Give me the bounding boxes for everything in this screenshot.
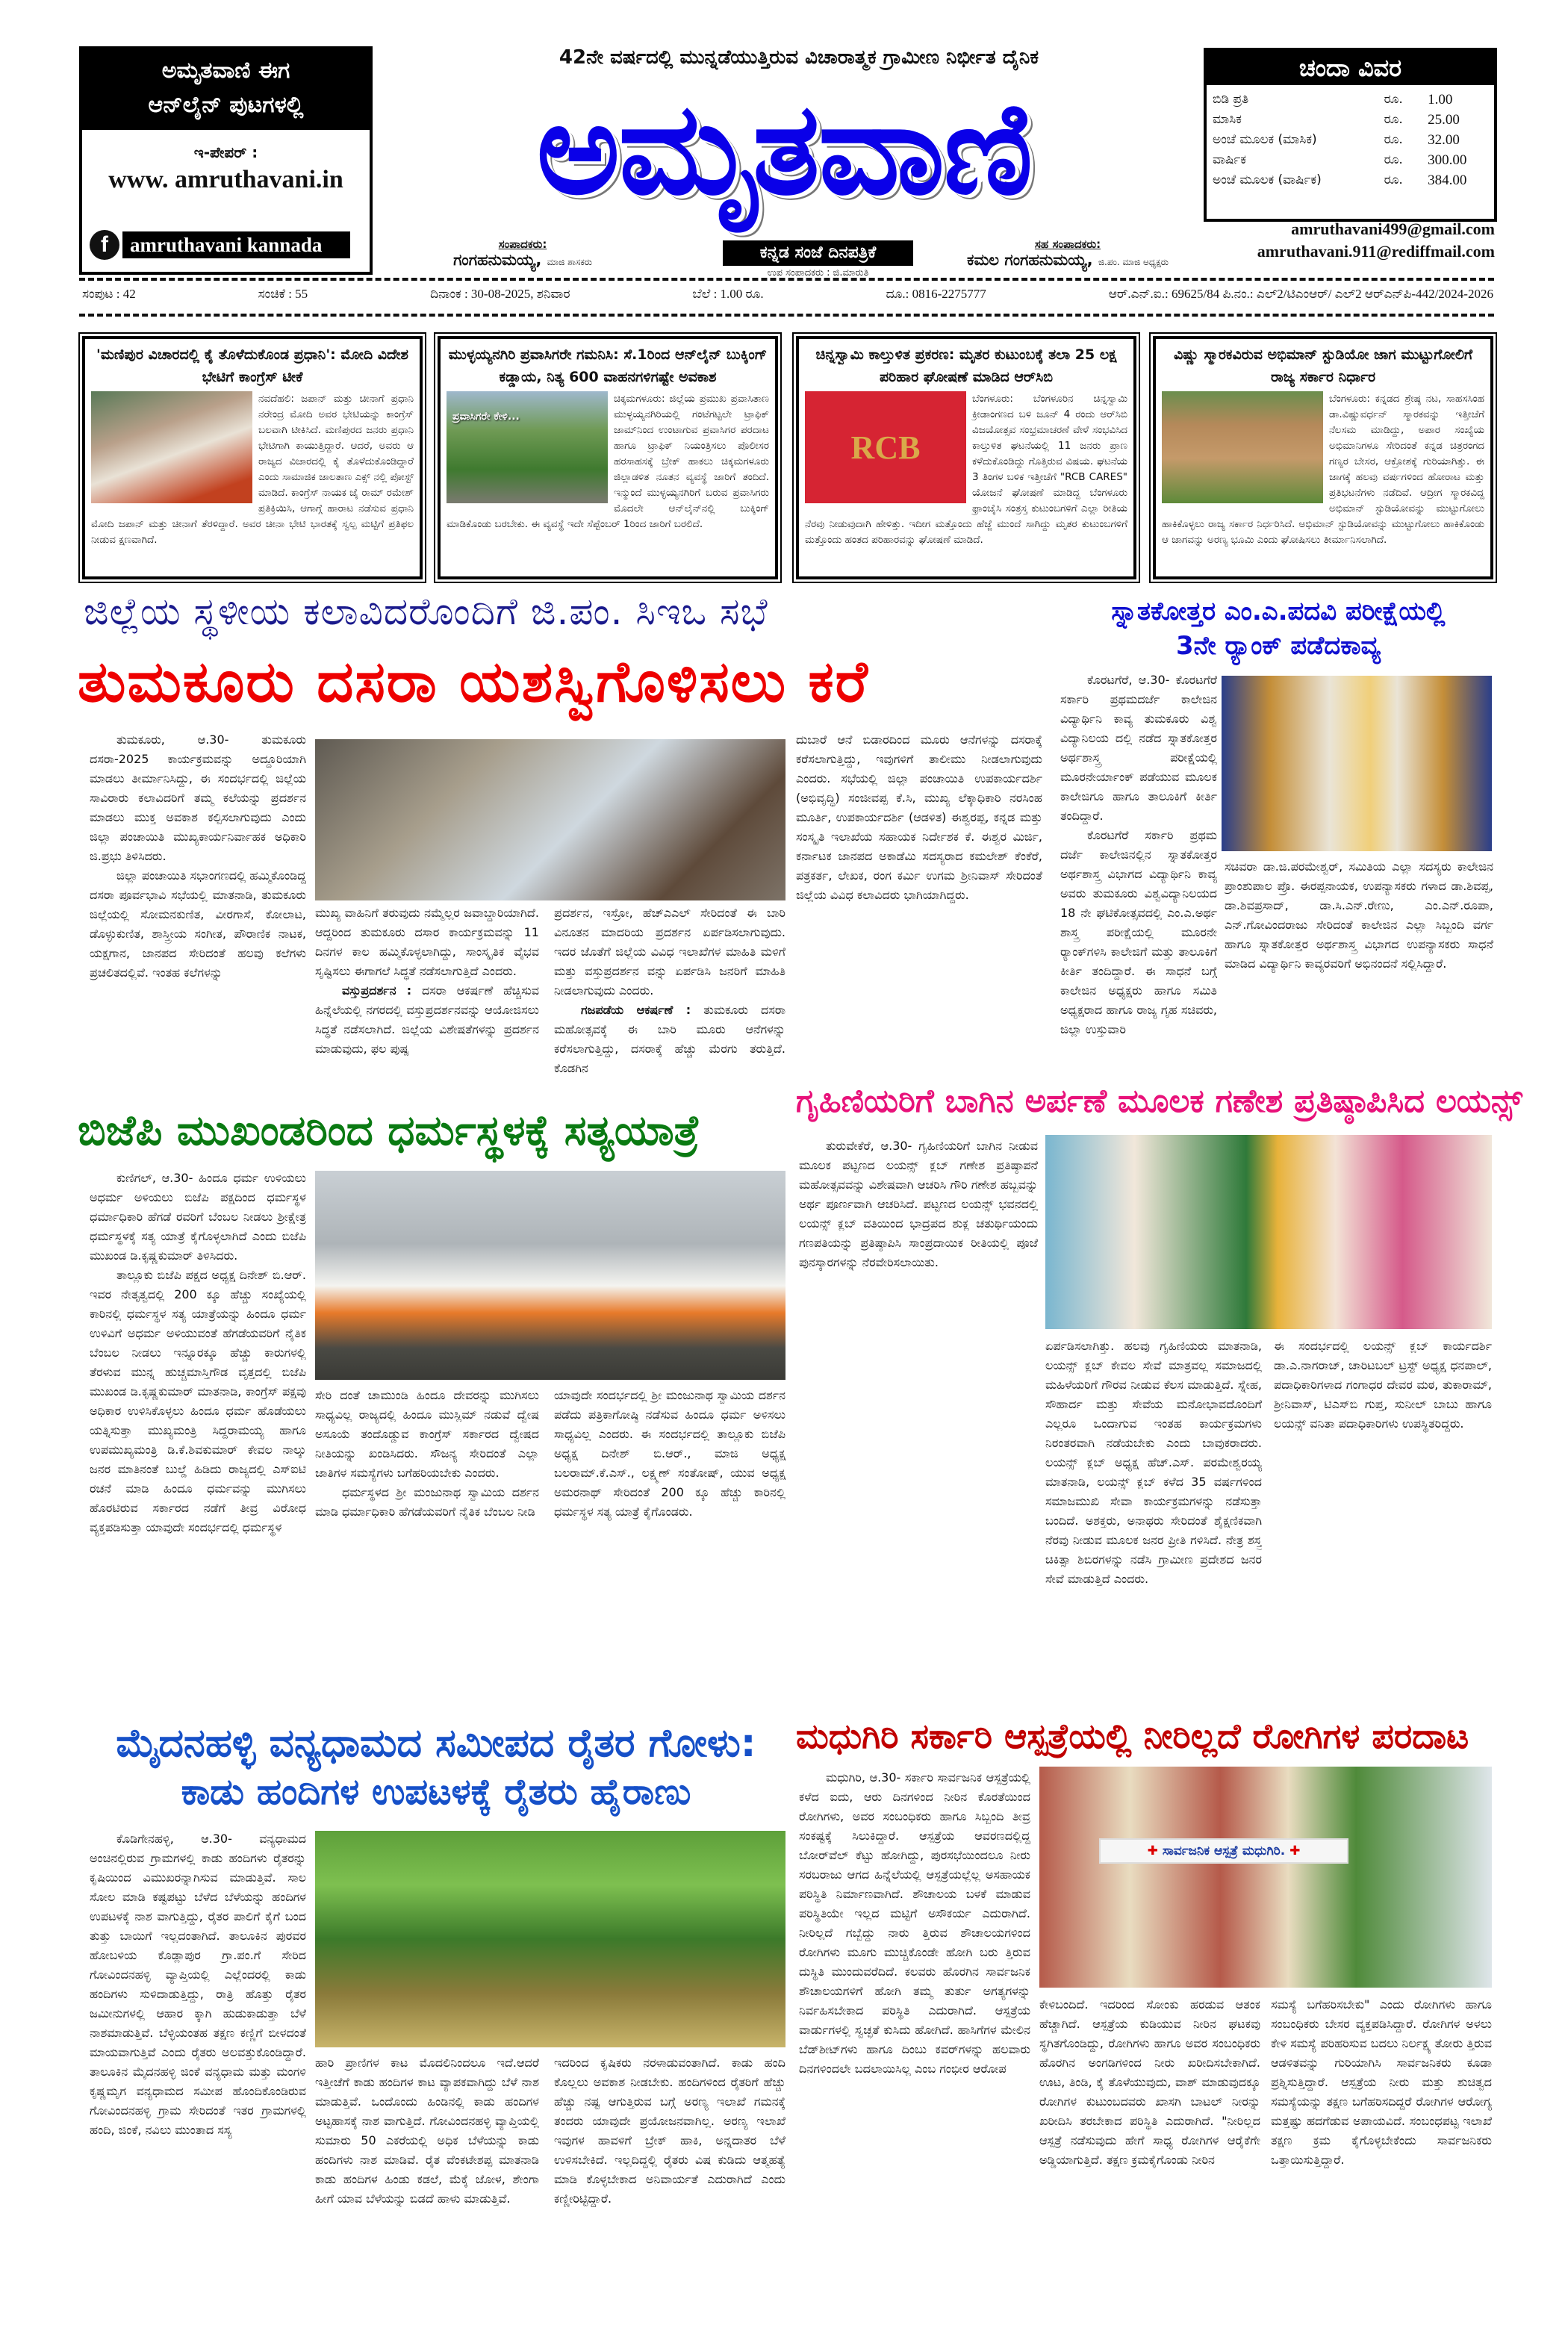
convocation-photo: [1222, 676, 1492, 851]
editor-block: [426, 237, 620, 270]
lions-headline[interactable]: ಗೃಹಿಣಿಯರಿಗೆ ಬಾಗಿನ ಅರ್ಪಣೆ ಮೂಲಕ ಗಣೇಶ ಪ್ರತಿಷ್ಠಾಪಿಸಿದ ಲಯನ್ಸ್: [796, 1083, 1522, 1120]
lions-column-3: ಈ ಸಂದರ್ಭದಲ್ಲಿ ಲಯನ್ಸ್ ಕ್ಲಬ್ ಕಾರ್ಯದರ್ಶಿ ಡಾ.ಎ.ನಾಗರಾಜ್, ಚಾರಿಟಬಲ್ ಟ್ರಸ್ಟ್ ಅಧ್ಯಕ್ಷ ಧನಪಾಲ್, ಪದಾಧಿಕಾರಿಗಳಾದ ಗಂಗಾಧರ ದೇವರ ಮಠ, ತುಕಾರಾಮ್, ಶ್ರೀನಿವಾಸ್, ಟಿಎಸ್‌ಬಿ ಗುಪ್ತ, ಸುನೀಲ್ ಬಾಬು ಹಾಗೂ ಲಯನ್ಸ್ ವನಿತಾ ಪದಾಧಿಕಾರಿಗಳು ಉಪಸ್ಥಿತರಿದ್ದರು.: [1274, 1339, 1492, 1431]
subscription-title: ಚಂದಾ ವಿವರ: [1207, 51, 1494, 85]
currency-label: ರೂ.: [1384, 132, 1403, 147]
teaser-headline: 'ಮಣಿಪುರ ವಿಚಾರದಲ್ಲಿ ಕೈ ತೊಳೆದುಕೊಂಡ ಪ್ರಧಾನಿ': ಮೋದಿ ವಿದೇಶ ಭೇಟಿಗೆ ಕಾಂಗ್ರೆಸ್ ಟೀಕೆ: [96, 346, 408, 385]
email-rediff[interactable]: amruthavani.911@rediffmail.com: [1257, 242, 1495, 261]
rcb-logo: [805, 391, 966, 503]
teaser-card[interactable]: [1153, 336, 1493, 579]
subscription-amount: 1.00: [1428, 92, 1453, 108]
sub-editor-credit: ಉಪ ಸಂಪಾದಕರು : ಜಿ.ಮಾರುತಿ: [767, 267, 869, 279]
subscription-label: ಅಂಚೆ ಮೂಲಕ (ವಾರ್ಷಿಕ): [1213, 172, 1322, 187]
hospital-sign: ✚ ಸಾರ್ವಜನಿಕ ಆಸ್ಪತ್ರೆ ಮಧುಗಿರಿ. ✚: [1099, 1838, 1348, 1864]
masthead-divider-top: [79, 278, 1494, 281]
subscription-amount: 25.00: [1428, 112, 1460, 128]
teaser-card[interactable]: [438, 336, 778, 579]
hospital-building-photo: [1039, 1767, 1492, 1988]
editor-label: ಸಂಪಾದಕರು:: [498, 237, 547, 251]
lions-column-1: ತುರುವೇಕೆರೆ, ಆ.30- ಗೃಹಿಣಿಯರಿಗೆ ಬಾಗಿನ ನೀಡುವ ಮೂಲಕ ಪಟ್ಟಣದ ಲಯನ್ಸ್ ಕ್ಲಬ್ ಗಣೇಶ ಪ್ರತಿಷ್ಠಾಪನೆ ಮಹೋತ್ಸವವನ್ನು ವಿಶೇಷವಾಗಿ ಆಚರಿಸಿ ಗೌರಿ ಗಣೇಶ ಹಬ್ಬವನ್ನು ಅರ್ಥ ಪೂರ್ಣವಾಗಿ ಆಚರಿಸಿದೆ. ಪಟ್ಟಣದ ಲಯನ್ಸ್ ಭವನದಲ್ಲಿ ಲಯನ್ಸ್ ಕ್ಲಬ್ ವತಿಯಿಂದ ಭಾದ್ರಪದ ಶುಕ್ಲ ಚತುರ್ಥಿಯಂದು ಗಣಪತಿಯನ್ನು ಪ್ರತಿಷ್ಠಾಪಿಸಿ ಸಾಂಪ್ರದಾಯಿಕ ರೀತಿಯಲ್ಲಿ ಪೂಜೆ ಪುನಸ್ಕಾರಗಳನ್ನು ನೆರವೇರಿಸಲಾಯಿತು.: [799, 1139, 1038, 1269]
hospital-column-1: ಮಧುಗಿರಿ, ಆ.30- ಸರ್ಕಾರಿ ಸಾರ್ವಜನಿಕ ಆಸ್ಪತ್ರೆಯಲ್ಲಿ ಕಳೆದ ಐದು, ಆರು ದಿನಗಳಿಂದ ನೀರಿನ ಕೊರತೆಯಿಂದ ರೋಗಿಗಳು, ಅವರ ಸಂಬಂಧಿಕರು ಹಾಗೂ ಸಿಬ್ಬಂದಿ ತೀವ್ರ ಸಂಕಷ್ಟಕ್ಕೆ ಸಿಲುಕಿದ್ದಾರೆ. ಆಸ್ಪತ್ರೆಯ ಆವರಣದಲ್ಲಿದ್ದ ಬೋರ್‌ವೆಲ್ ಕೆಟ್ಟು ಹೋಗಿದ್ದು, ಪುರಸಭೆಯಿಂದಲೂ ನೀರು ಸರಬರಾಜು ಆಗದ ಹಿನ್ನೆಲೆಯಲ್ಲಿ ಆಸ್ಪತ್ರೆಯಲ್ಲೆಲ್ಲ ಅಸಹಾಯಕ ಪರಿಸ್ಥಿತಿ ನಿರ್ಮಾಣವಾಗಿದೆ. ಶೌಚಾಲಯ ಬಳಕೆ ಮಾಡುವ ಪರಿಸ್ಥಿತಿಯೇ ಇಲ್ಲದ ಮಟ್ಟಿಗೆ ಅಸೌಕರ್ಯ ಎದುರಾಗಿದೆ. ನೀರಿಲ್ಲದೆ ಗಬ್ಬೆದ್ದು ನಾರು ತ್ತಿರುವ ಶೌಚಾಲಯಗಳಿಂದ ರೋಗಿಗಳು ಮೂಗು ಮುಚ್ಚಿಕೊಂಡೇ ಹೋಗಿ ಬರು ತ್ತಿರುವ ದುಸ್ಥಿತಿ ಮುಂದುವರೆದಿದೆ. ಕಲವರು ಹೊರಗಿನ ಸಾರ್ವಜನಿಕ ಶೌಚಾಲಯಗಳಿಗೆ ಹೋಗಿ ತಮ್ಮ ತುರ್ತು ಅಗತ್ಯಗಳನ್ನು ನಿರ್ವಹಿಸಬೇಕಾದ ಪರಿಸ್ಥಿತಿ ಎದುರಾಗಿದೆ. ಆಸ್ಪತ್ರೆಯ ವಾರ್ಡುಗಳಲ್ಲಿ ಸ್ವಚ್ಛತೆ ಕುಸಿದು ಹೋಗಿದೆ. ಹಾಸಿಗೆಗಳ ಮೇಲಿನ ಬೆಡ್‌ಶೀಟ್‌ಗಳು ಹಾಗೂ ದಿಂಬು ಕವರ್‌ಗಳನ್ನು ಹಲವಾರು ದಿನಗಳಿಂದಲೇ ಬದಲಾಯಿಸಿಲ್ಲ ಎಂಬ ಗಂಭೀರ ಆರೋಪ: [799, 1770, 1030, 2076]
hill-traffic-photo: [447, 391, 608, 503]
hospital-headline[interactable]: ಮಧುಗಿರಿ ಸರ್ಕಾರಿ ಆಸ್ಪತ್ರೆಯಲ್ಲಿ ನೀರಿಲ್ಲದೆ ರೋಗಿಗಳ ಪರದಾಟ: [796, 1716, 1469, 1756]
online-heading-line1: ಅಮೃತವಾಣಿ ಈಗ: [161, 57, 290, 84]
currency-label: ರೂ.: [1384, 92, 1403, 107]
farmers-column-2: ಹಾರಿ ಪ್ರಾಣಿಗಳ ಕಾಟ ಮೊದಲಿನಿಂದಲೂ ಇದೆ.ಆದರೆ ಇತ್ತೀಚೆಗೆ ಕಾಡು ಹಂದಿಗಳ ಕಾಟ ವ್ಯಾಪಕವಾಗಿದ್ದು ಬೆಳೆ ನಾಶ ಮಾಡುತ್ತಿವೆ. ಒಂದೊಂದು ಹಿಂಡಿನಲ್ಲಿ ಕಾಡು ಹಂದಿಗಳ ಅಟ್ಟಹಾಸಕ್ಕೆ ನಾಶ ವಾಗುತ್ತಿದೆ. ಗೋವಿಂದನಹಳ್ಳಿ ವ್ಯಾಪ್ತಿಯಲ್ಲಿ ಸುಮಾರು 50 ಎಕರೆಯಲ್ಲಿ ಅಧಿಕ ಬೆಳೆಯನ್ನು ಕಾಡು ಹಂದಿಗಳು ನಾಶ ಮಾಡಿವೆ. ರೈತ ವೆಂಕಟೇಶಪ್ಪ ಮಾತನಾಡಿ ಕಾಡು ಹಂದಿಗಳ ಹಿಂಡು ಕಡಲೆ, ಮೆಕ್ಕೆ ಜೋಳ, ಶೇಂಗಾ ಹೀಗೆ ಯಾವ ಬೆಳೆಯನ್ನು ಬಿಡದೆ ಹಾಳು ಮಾಡುತ್ತಿವೆ.: [315, 2056, 539, 2206]
rank-headline[interactable]: ಸ್ನಾತಕೋತ್ತರ ಎಂ.ಎ.ಪದವಿ ಪರೀಕ್ಷೆಯಲ್ಲಿ 3ನೇ ರ‍್ಯಾಂಕ್ ಪಡೆದಕಾವ್ಯ: [1111, 597, 1446, 661]
paper-type-badge: ಕನ್ನಡ ಸಂಜೆ ದಿನಪತ್ರಿಕೆ: [723, 240, 913, 266]
teaser-text: ಬೆಂಗಳೂರು: ಬೆಂಗಳೂರಿನ ಚಿನ್ನಸ್ವಾಮಿ ಕ್ರೀಡಾಂಗಣದ ಬಳಿ ಜೂನ್ 4 ರಂದು ಆರ್‌ಸಿಬಿ ವಿಜಯೋತ್ಸವ ಸಂಭ್ರಮಾಚರಣೆ ವೇಳೆ ಸಂಭವಿಸಿದ ಕಾಲ್ತುಳಿತ ಘಟನೆಯಲ್ಲಿ 11 ಜನರು ಪ್ರಾಣ ಕಳೆದುಕೊಂಡಿದ್ದು ಗೊತ್ತಿರುವ ವಿಷಯ. ಘಟನೆಯ 3 ತಿಂಗಳ ಬಳಿಕ ಇತ್ತೀಚೆಗೆ "RCB CARES" ಯೋಜನೆ ಘೋಷಣೆ ಮಾಡಿದ್ದ ಬೆಂಗಳೂರು ಫ್ರಾಂಚೈಸಿ ಸಂತ್ರಸ್ತ ಕುಟುಂಬಗಳಿಗೆ ಎಲ್ಲಾ ರೀತಿಯ ನೆರವು ನೀಡುವುದಾಗಿ ಹೇಳಿತ್ತು. ಇದೀಗ ಮತ್ತೊಂದು ಹೆಜ್ಜೆ ಮುಂದೆ ಸಾಗಿದ್ದು ಮೃತರ ಕುಟುಂಬಗಳಿಗೆ ಮತ್ತೊಂದು ಹಂತದ ಪರಿಹಾರವನ್ನು ಘೋಷಣೆ ಮಾಡಿದೆ.: [805, 393, 1127, 546]
bjp-column-1: ಕುಣಿಗಲ್, ಆ.30- ಹಿಂದೂ ಧರ್ಮ ಉಳಿಯಲು ಅಧರ್ಮ ಅಳಿಯಲು ಬಿಜೆಪಿ ಪಕ್ಷದಿಂದ ಧರ್ಮಸ್ಥಳ ಧರ್ಮಾಧಿಕಾರಿ ಹೆಗಡೆ ರವರಿಗೆ ಬೆಂಬಲ ನೀಡಲು ಶ್ರೀಕ್ಷೇತ್ರ ಧರ್ಮಸ್ಥಳಕ್ಕೆ ಸತ್ಯ ಯಾತ್ರೆ ಕೈಗೊಳ್ಳಲಾಗಿದೆ ಎಂದು ಬಿಜೆಪಿ ಮುಖಂಡ ಡಿ.ಕೃಷ್ಣಕುಮಾರ್ ತಿಳಿಸಿದರು. ತಾಲ್ಲೂಕು ಬಿಜೆಪಿ ಪಕ್ಷದ ಅಧ್ಯಕ್ಷ ದಿನೇಶ್ ಬಿ.ಆರ್. ಇವರ ನೇತೃತ್ವದಲ್ಲಿ 200 ಕ್ಕೂ ಹೆಚ್ಚು ಸಂಖ್ಯೆಯಲ್ಲಿ ಕಾರಿನಲ್ಲಿ ಧರ್ಮಸ್ಥಳ ಸತ್ಯ ಯಾತ್ರೆಯನ್ನು ಹಿಂದೂ ಧರ್ಮ ಉಳಿವಿಗೆ ಅಧರ್ಮ ಅಳಿಯುವಂತೆ ಹೆಗಡೆಯವರಿಗೆ ನೈತಿಕ ಬೆಂಬಲ ನೀಡಲು ಇನ್ನೂರಕ್ಕೂ ಹೆಚ್ಚು ಕಾರುಗಳಲ್ಲಿ ತೆರಳುವ ಮುನ್ನ ಹುಚ್ಚಮಾಸ್ತಿಗೌಡ ವೃತ್ತದಲ್ಲಿ ಬಿಜೆಪಿ ಮುಖಂಡ ಡಿ.ಕೃಷ್ಣಕುಮಾರ್ ಮಾತನಾಡಿ, ಕಾಂಗ್ರೆಸ್ ಪಕ್ಷವು ಅಧಿಕಾರ ಉಳಿಸಿಕೊಳ್ಳಲು ಹಿಂದೂ ಧರ್ಮ ಹೊಡೆಯಲು ಯತ್ನಿಸುತ್ತಾ ಮುಖ್ಯಮಂತ್ರಿ ಸಿದ್ದರಾಮಯ್ಯ ಹಾಗೂ ಉಪಮುಖ್ಯಮಂತ್ರಿ ಡಿ.ಕೆ.ಶಿವಕುಮಾರ್ ಕೇವಲ ನಾಲ್ಕು ಜನರ ಮಾತಿನಂತೆ ಬುಲ್ಡೆ ಹಿಡಿದು ರಾಜ್ಯದಲ್ಲಿ ಎಸ್‌ಐಟಿ ರಚನೆ ಮಾಡಿ ಹಿಂದೂ ಧರ್ಮವನ್ನು ಮುಗಿಸಲು ಹೊರಟಿರುವ ಸರ್ಕಾರದ ನಡೆಗೆ ತೀವ್ರ ವಿರೋಧ ವ್ಯಕ್ತಪಡಿಸುತ್ತಾ ಯಾವುದೇ ಸಂದರ್ಭದಲ್ಲಿ ಧರ್ಮಸ್ಥಳ: [90, 1171, 306, 1534]
issue-number: ಸಂಚಿಕೆ : 55: [258, 287, 308, 301]
coeditor-label: ಸಹ ಸಂಪಾದಕರು:: [1034, 237, 1101, 251]
website-link[interactable]: www. amruthavani.in: [108, 166, 343, 193]
farmers-headline[interactable]: ಮೈದನಹಳ್ಳಿ ವನ್ಯಧಾಮದ ಸಮೀಪದ ರೈತರ ಗೋಳು: ಕಾಡು ಹಂದಿಗಳ ಉಪಟಳಕ್ಕೆ ರೈತರು ಹೈರಾಣು: [116, 1721, 756, 1813]
bjp-column-2: ಸೇರಿ ದಂತೆ ಚಾಮುಂಡಿ ಹಿಂದೂ ದೇವರನ್ನು ಮುಗಿಸಲು ಸಾಧ್ಯವಿಲ್ಲ ರಾಜ್ಯದಲ್ಲಿ ಹಿಂದೂ ಮುಸ್ಲಿಮ್ ನಡುವೆ ದ್ವೇಷ ಅಸೂಯೆ ತಂದೊಡ್ಡುವ ಕಾಂಗ್ರೆಸ್ ಸರ್ಕಾರದ ದ್ವೇಷದ ನೀತಿಯನ್ನು ಖಂಡಿಸಿದರು. ಸೌಜನ್ಯ ಸೇರಿದಂತೆ ಎಲ್ಲಾ ಜಾತಿಗಳ ಸಮಸ್ಯೆಗಳು ಬಗೆಹರಿಯಬೇಕು ಎಂದರು. ಧರ್ಮಸ್ಥಳದ ಶ್ರೀ ಮಂಜುನಾಥ ಸ್ವಾಮಿಯ ದರ್ಶನ ಮಾಡಿ ಧರ್ಮಾಧಿಕಾರಿ ಹೆಗಡೆಯವರಿಗೆ ನೈತಿಕ ಬೆಂಬಲ ನೀಡಿ: [315, 1388, 539, 1519]
rally-photo: [315, 1171, 785, 1380]
subscription-label: ಮಾಸಿಕ: [1213, 112, 1242, 127]
coeditor-block: [926, 237, 1210, 270]
masthead-tagline: 42ನೇ ವರ್ಷದಲ್ಲಿ ಮುನ್ನಡೆಯುತ್ತಿರುವ ವಿಚಾರಾತ್ಮಕ ಗ್ರಾಮೀಣ ನಿರ್ಭೀತ ದೈನಿಕ: [559, 46, 1039, 69]
editor-name: ಗಂಗಹನುಮಯ್ಯ, ಮಾಜಿ ಶಾಸಕರು: [453, 251, 592, 269]
subscription-amount: 32.00: [1428, 132, 1460, 148]
bjp-headline[interactable]: ಬಿಜೆಪಿ ಮುಖಂಡರಿಂದ ಧರ್ಮಸ್ಥಳಕ್ಕೆ ಸತ್ಯಯಾತ್ರೆ: [78, 1107, 700, 1155]
lead-headline[interactable]: ತುಮಕೂರು ದಸರಾ ಯಶಸ್ವಿಗೊಳಿಸಲು ಕರೆ: [78, 648, 869, 715]
newspaper-logo: ಅಮೃತವಾಣಿ: [536, 75, 1032, 223]
volume: ಸಂಪುಟ : 42: [82, 287, 136, 301]
issue-info-row: [82, 287, 1493, 302]
facebook-page-name: amruthavani kannada: [122, 231, 350, 258]
facebook-icon: f: [90, 230, 119, 260]
online-edition-box: [79, 46, 373, 275]
online-heading-line2: ಆನ್‌ಲೈನ್ ಪುಟಗಳಲ್ಲಿ: [148, 92, 304, 118]
facebook-link[interactable]: [90, 230, 350, 260]
subscription-label: ಬಿಡಿ ಪ್ರತಿ: [1213, 92, 1249, 107]
teaser-headline: ಚಿನ್ನಸ್ವಾಮಿ ಕಾಲ್ತುಳಿತ ಪ್ರಕರಣ: ಮೃತರ ಕುಟುಂಬಕ್ಕೆ ತಲಾ 25 ಲಕ್ಷ ಪರಿಹಾರ ಘೋಷಣೆ ಮಾಡಿದ ಆರ್‌ಸಿಬಿ: [815, 346, 1117, 385]
lead-column-3: ಪ್ರದರ್ಶನ, ಇಸ್ರೋ, ಹೆಚ್‌ಎಎಲ್ ಸೇರಿದಂತೆ ಈ ಬಾರಿ ವಿನೂತನ ಮಾದರಿಯ ಪ್ರದರ್ಶನ ಏರ್ಪಡಿಸಲಾಗುವುದು. ಇದರ ಜೊತೆಗೆ ಜಿಲ್ಲೆಯ ವಿವಿಧ ಇಲಾಖೆಗಳ ಮಾಹಿತಿ ಮಳಿಗೆ ಮತ್ತು ವಸ್ತುಪ್ರದರ್ಶನ ವನ್ನು ಏರ್ಪಡಿಸಿ ಜನರಿಗೆ ಮಾಹಿತಿ ನೀಡಲಾಗುವುದು ಎಂದರು. ಗಜಪಡೆಯ ಆಕರ್ಷಣೆ : ತುಮಕೂರು ದಸರಾ ಮಹೋತ್ಸವಕ್ಕೆ ಈ ಬಾರಿ ಮೂರು ಆನೆಗಳನ್ನು ಕರೆಸಲಾಗುತ್ತಿದ್ದು, ದಸರಾಕ್ಕೆ ಹೆಚ್ಚು ಮೆರಗು ತರುತ್ತಿದೆ. ಕೊಡಗಿನ: [554, 906, 785, 1075]
issue-date: ದಿನಾಂಕ : 30-08-2025, ಶನಿವಾರ: [430, 287, 570, 301]
bjp-column-3: ಯಾವುದೇ ಸಂದರ್ಭದಲ್ಲಿ ಶ್ರೀ ಮಂಜುನಾಥ ಸ್ವಾಮಿಯ ದರ್ಶನ ಪಡೆದು ಪತ್ರಿಕಾಗೋಷ್ಠಿ ನಡೆಸುವ ಹಿಂದೂ ಧರ್ಮ ಅಳಿಸಲು ಸಾಧ್ಯವಿಲ್ಲ ಎಂದರು. ಈ ಸಂದರ್ಭದಲ್ಲಿ ತಾಲ್ಲೂಕು ಬಿಜೆಪಿ ಅಧ್ಯಕ್ಷ ದಿನೇಶ್ ಬಿ.ಆರ್., ಮಾಜಿ ಅಧ್ಯಕ್ಷ ಬಲರಾಮ್.ಕೆ.ಎಸ್., ಲಕ್ಷ್ಮಣ್ ಸಂತೋಷ್, ಯುವ ಅಧ್ಯಕ್ಷ ಅಮರನಾಥ್ ಸೇರಿದಂತೆ 200 ಕ್ಕೂ ಹೆಚ್ಚು ಕಾರಿನಲ್ಲಿ ಧರ್ಮಸ್ಥಳ ಸತ್ಯ ಯಾತ್ರೆ ಕೈಗೊಂಡರು.: [554, 1388, 785, 1519]
subscription-row: [1207, 150, 1494, 170]
subscription-row: [1207, 110, 1494, 130]
lead-kicker: ಜಿಲ್ಲೆಯ ಸ್ಥಳೀಯ ಕಲಾವಿದರೊಂದಿಗೆ ಜಿ.ಪಂ. ಸಿಇಒ ಸಭೆ: [84, 590, 768, 633]
hospital-column-2: ಕೇಳಿಬಂದಿದೆ. ಇದರಿಂದ ಸೋಂಕು ಹರಡುವ ಆತಂಕ ಹೆಚ್ಚಾಗಿದೆ. ಆಸ್ಪತ್ರೆಯ ಕುಡಿಯುವ ನೀರಿನ ಘಟಕವು ಸ್ಥಗಿತಗೊಂಡಿದ್ದು, ರೋಗಿಗಳು ಹಾಗೂ ಅವರ ಸಂಬಂಧಿಕರು ಹೊರಗಿನ ಅಂಗಡಿಗಳಿಂದ ನೀರು ಖರೀದಿಸಬೇಕಾಗಿದೆ. ಊಟ, ತಿಂಡಿ, ಕೈ ತೊಳೆಯುವುದು, ವಾಶ್ ಮಾಡುವುದಕ್ಕೂ ರೋಗಿಗಳ ಕುಟುಂಬದವರು ಖಾಸಗಿ ಬಾಟಲ್ ನೀರನ್ನು ಖರೀದಿಸಿ ತರಬೇಕಾದ ಪರಿಸ್ಥಿತಿ ಎದುರಾಗಿದೆ. "ನೀರಿಲ್ಲದ ಆಸ್ಪತ್ರೆ ನಡೆಸುವುದು ಹೇಗೆ ಸಾಧ್ಯ ರೋಗಿಗಳ ಆರೈಕೆಗೇ ಅಡ್ಡಿಯಾಗುತ್ತಿದೆ. ತಕ್ಷಣ ಕ್ರಮಕೈಗೊಂಡು ನೀರಿನ: [1039, 1997, 1260, 2167]
lead-column-1: ತುಮಕೂರು, ಆ.30- ತುಮಕೂರು ದಸರಾ-2025 ಕಾರ್ಯಕ್ರಮವನ್ನು ಅದ್ದೂರಿಯಾಗಿ ಮಾಡಲು ತೀರ್ಮಾನಿಸಿದ್ದು, ಈ ಸಂದರ್ಭದಲ್ಲಿ ಜಿಲ್ಲೆಯ ಸಾವಿರಾರು ಕಲಾವಿದರಿಗೆ ತಮ್ಮ ಕಲೆಯನ್ನು ಪ್ರದರ್ಶನ ಮಾಡಲು ಮುಕ್ತ ಅವಕಾಶ ಕಲ್ಪಿಸಲಾಗುವುದು ಎಂದು ಜಿಲ್ಲಾ ಪಂಚಾಯಿತಿ ಮುಖ್ಯಕಾರ್ಯನಿರ್ವಾಹಕ ಅಧಿಕಾರಿ ಜಿ.ಪ್ರಭು ತಿಳಿಸಿದರು. ಜಿಲ್ಲಾ ಪಂಚಾಯಿತಿ ಸಭಾಂಗಣದಲ್ಲಿ ಹಮ್ಮಿಕೊಂಡಿದ್ದ ದಸರಾ ಪೂರ್ವಭಾವಿ ಸಭೆಯಲ್ಲಿ ಮಾತನಾಡಿ, ತುಮಕೂರು ಜಿಲ್ಲೆಯಲ್ಲಿ ಸೋಮನಕುಣಿತ, ವೀರಗಾಸೆ, ಕೋಲಾಟ, ಡೊಳ್ಳುಕುಣಿತ, ಶಾಸ್ತ್ರೀಯ ಸಂಗೀತ, ಪೌರಾಣಿಕ ನಾಟಕ, ಯಕ್ಷಗಾನ, ಜಾನಪದ ಸೇರಿದಂತೆ ಹಲವು ಕಲೆಗಳು ಪ್ರಚಲಿತದಲ್ಲಿವೆ. ಇಂತಹ ಕಲೆಗಳನ್ನು: [90, 732, 306, 980]
price: ಬೆಲೆ : 1.00 ರೂ.: [692, 287, 764, 301]
rank-column-1: ಕೊರಟಗೆರೆ, ಆ.30- ಕೊರಟಗೆರೆ ಸರ್ಕಾರಿ ಪ್ರಥಮದರ್ಜೆ ಕಾಲೇಜಿನ ವಿದ್ಯಾರ್ಥಿನಿ ಕಾವ್ಯ ತುಮಕೂರು ವಿಶ್ವ ವಿದ್ಯಾನಿಲಯ ದಲ್ಲಿ ನಡೆದ ಸ್ನಾತಕೋತ್ತರ ಅರ್ಥಶಾಸ್ತ್ರ ಪರೀಕ್ಷೆಯಲ್ಲಿ ಮೂರನೇರ್ಯಾಂಕ್ ಪಡೆಯುವ ಮೂಲಕ ಕಾಲೇಜಿಗೂ ಹಾಗೂ ತಾಲೂಕಿಗೆ ಕೀರ್ತಿ ತಂದಿದ್ದಾರೆ. ಕೊರಟಗೆರೆ ಸರ್ಕಾರಿ ಪ್ರಥಮ ದರ್ಜೆ ಕಾಲೇಜಿನಲ್ಲಿನ ಸ್ನಾತಕೋತ್ತರ ಅರ್ಥಶಾಸ್ತ್ರ ವಿಭಾಗದ ವಿದ್ಯಾರ್ಥಿನಿ ಕಾವ್ಯ ಅವರು ತುಮಕೂರು ವಿಶ್ವವಿದ್ಯಾನಿಲಯದ 18 ನೇ ಘಟಿಕೋತ್ಸವದಲ್ಲಿ ಎಂ.ಎ.ಅರ್ಥ ಶಾಸ್ತ್ರ ಪರೀಕ್ಷೆಯಲ್ಲಿ ಮೂರನೇ ರ‍್ಯಾಂಕ್‌ಗಳಿಸಿ ಕಾಲೇಜಿಗೆ ಮತ್ತು ತಾಲೂಕಿಗೆ ಕೀರ್ತಿ ತಂದಿದ್ದಾರೆ. ಈ ಸಾಧನೆ ಬಗ್ಗೆ ಕಾಲೇಜಿನ ಅಧ್ಯಕ್ಷರು ಹಾಗೂ ಸಮಿತಿ ಅಧ್ಯಕ್ಷರಾದ ಹಾಗೂ ರಾಜ್ಯ ಗೃಹ ಸಚಿವರು, ಜಿಲ್ಲಾ ಉಸ್ತುವಾರಿ: [1060, 673, 1217, 1036]
subscription-amount: 384.00: [1428, 172, 1467, 188]
lions-column-2: ಏರ್ಪಡಿಸಲಾಗಿತ್ತು. ಹಲವು ಗೃಹಿಣಿಯರು ಮಾತನಾಡಿ, ಲಯನ್ಸ್ ಕ್ಲಬ್ ಕೇವಲ ಸೇವೆ ಮಾತ್ರವಲ್ಲ ಸಮಾಜದಲ್ಲಿ ಮಹಿಳೆಯರಿಗೆ ಗೌರವ ನೀಡುವ ಕೆಲಸ ಮಾಡುತ್ತಿದೆ. ಸ್ನೇಹ, ಸೌಹಾರ್ದ ಮತ್ತು ಸೇವೆಯ ಮನೋಭಾವದೊಂದಿಗೆ ಎಲ್ಲರೂ ಒಂದಾಗುವ ಇಂತಹ ಕಾರ್ಯಕ್ರಮಗಳು ನಿರಂತರವಾಗಿ ನಡೆಯಬೇಕು ಎಂದು ಬಾವುಕರಾದರು. ಲಯನ್ಸ್ ಕ್ಲಬ್ ಅಧ್ಯಕ್ಷ ಹೆಚ್.ಎಸ್. ಪರಮೇಶ್ವರಯ್ಯ ಮಾತನಾಡಿ, ಲಯನ್ಸ್ ಕ್ಲಬ್ ಕಳೆದ 35 ವರ್ಷಗಳಿಂದ ಸಮಾಜಮುಖಿ ಸೇವಾ ಕಾರ್ಯಕ್ರಮಗಳನ್ನು ನಡೆಸುತ್ತಾ ಬಂದಿದೆ. ಅಶಕ್ತರು, ಅನಾಥರು ಸೇರಿದಂತೆ ಶೈಕ್ಷಣಿಕವಾಗಿ ನೆರವು ನೀಡುವ ಮೂಲಕ ಜನರ ಪ್ರೀತಿ ಗಳಿಸಿದೆ. ನೇತ್ರ ಶಸ್ತ್ರ ಚಿಕಿತ್ಸಾ ಶಿಬಿರಗಳನ್ನು ನಡೆಸಿ ಗ್ರಾಮೀಣ ಪ್ರದೇಶದ ಜನರ ಸೇವೆ ಮಾಡುತ್ತಿದೆ ಎಂದರು.: [1045, 1339, 1262, 1586]
lead-column-2: ಮುಖ್ಯ ವಾಹಿನಿಗೆ ತರುವುದು ನಮ್ಮೆಲ್ಲರ ಜವಾಬ್ದಾರಿಯಾಗಿದೆ. ಆದ್ದರಿಂದ ತುಮಕೂರು ದಸಾರ ಕಾರ್ಯಕ್ರಮವನ್ನು 11 ದಿನಗಳ ಕಾಲ ಹಮ್ಮಿಕೊಳ್ಳಲಾಗಿದ್ದು, ಸಾಂಸ್ಕೃತಿಕ ವೈಭವ ಸೃಷ್ಟಿಸಲು ಈಗಾಗಲೆ ಸಿದ್ಧತೆ ನಡೆಸಲಾಗುತ್ತಿದೆ ಎಂದರು. ವಸ್ತುಪ್ರದರ್ಶನ : ದಸರಾ ಆಕರ್ಷಣೆ ಹೆಚ್ಚಿಸುವ ಹಿನ್ನೆಲೆಯಲ್ಲಿ ನಗರದಲ್ಲಿ ವಸ್ತುಪ್ರದರ್ಶನವನ್ನು ಆಯೋಜಿಸಲು ಸಿದ್ಧತೆ ನಡೆಸಲಾಗಿದೆ. ಜಿಲ್ಲೆಯ ವಿಶೇಷತೆಗಳನ್ನು ಪ್ರದರ್ಶನ ಮಾಡುವುದು, ಫಲ ಪುಷ್ಪ: [315, 906, 539, 1056]
politician-waving-photo: [91, 391, 252, 503]
subscription-row: [1207, 170, 1494, 190]
subscription-amount: 300.00: [1428, 152, 1467, 168]
teaser-headline: ವಿಷ್ಣು ಸ್ಮಾರಕವಿರುವ ಅಭಿಮಾನ್ ಸ್ಟುಡಿಯೋ ಜಾಗ ಮುಟ್ಟುಗೋಲಿಗೆ ರಾಜ್ಯ ಸರ್ಕಾರ ನಿರ್ಧಾರ: [1173, 346, 1473, 385]
currency-label: ರೂ.: [1384, 152, 1403, 167]
coeditor-name: ಕಮಲ ಗಂಗಹನುಮಯ್ಯ, ಜಿ.ಪಂ. ಮಾಜಿ ಅಧ್ಯಕ್ಷರು: [967, 251, 1169, 269]
teaser-text: ಚಿಕ್ಕಮಗಳೂರು: ಜಿಲ್ಲೆಯ ಪ್ರಮುಖ ಪ್ರವಾಸಿತಾಣ ಮುಳ್ಳಯ್ಯನಗಿರಿಯಲ್ಲಿ ಗಂಟೆಗಟ್ಟಲೇ ಟ್ರಾಫಿಕ್ ಜಾಮ್‌ನಿಂದ ಉಂಟಾಗುವ ಪ್ರವಾಸಿಗರ ಪರದಾಟ ಹಾಗೂ ಟ್ರಾಫಿಕ್ ನಿಯಂತ್ರಿಸಲು ಪೊಲೀಸರ ಹರಸಾಹಸಕ್ಕೆ ಬ್ರೇಕ್ ಹಾಕಲು ಚಿಕ್ಕಮಗಳೂರು ಜಿಲ್ಲಾಡಳಿತ ನೂತನ ವ್ಯವಸ್ಥೆ ಜಾರಿಗೆ ತಂದಿದೆ. ಇನ್ಮುಂದೆ ಮುಳ್ಳಯ್ಯನಗಿರಿಗೆ ಬರುವ ಪ್ರವಾಸಿಗರು ಮೊದಲೇ ಆನ್‌ಲೈನ್‌ನಲ್ಲಿ ಬುಕ್ಕಿಂಗ್ ಮಾಡಿಕೊಂಡು ಬರಬೇಕು. ಈ ವ್ಯವಸ್ಥೆ ಇದೇ ಸೆಪ್ಟೆಂಬರ್ 1ರಿಂದ ಜಾರಿಗೆ ಬರಲಿದೆ.: [447, 393, 769, 530]
subscription-row: [1207, 90, 1494, 110]
farmers-column-3: ಇದರಿಂದ ಕೃಷಿಕರು ನರಳಾಡುವಂತಾಗಿದೆ. ಕಾಡು ಹಂದಿ ಕೊಲ್ಲಲು ಅವಕಾಶ ನೀಡಬೇಕು. ಹಂದಿಗಳಿಂದ ರೈತರಿಗೆ ಹೆಚ್ಚು ಹೆಚ್ಚು ನಷ್ಟ ಆಗುತ್ತಿರುವ ಬಗ್ಗೆ ಅರಣ್ಯ ಇಲಾಖೆ ಗಮನಕ್ಕೆ ತಂದರು ಯಾವುದೇ ಪ್ರಯೋಜನವಾಗಿಲ್ಲ. ಅರಣ್ಯ ಇಲಾಖೆ ಇವುಗಳ ಹಾವಳಿಗೆ ಬ್ರೇಕ್ ಹಾಕಿ, ಅನ್ನದಾತರ ಬೆಳೆ ಉಳಿಸಬೇಕಿದೆ. ಇಲ್ಲದಿದ್ದಲ್ಲಿ ರೈತರು ವಿಷ ಕುಡಿದು ಆತ್ಮಹತ್ಯೆ ಮಾಡಿ ಕೊಳ್ಳಬೇಕಾದ ಅನಿವಾರ್ಯತೆ ಎದುರಾಗಿದೆ ಎಂದು ಕಣ್ಣೀರಿಟ್ಟಿದ್ದಾರೆ.: [554, 2056, 785, 2206]
teaser-text: ಬೆಂಗಳೂರು: ಕನ್ನಡದ ಶ್ರೇಷ್ಠ ನಟ, ಸಾಹಸಸಿಂಹ ಡಾ.ವಿಷ್ಣುವರ್ಧನ್ ಸ್ಮಾರಕವನ್ನು ಇತ್ತೀಚೆಗೆ ನೆಲಸಮ ಮಾಡಿದ್ದು, ಅಪಾರ ಸಂಖ್ಯೆಯ ಅಭಿಮಾನಿಗಳೂ ಸೇರಿದಂತೆ ಕನ್ನಡ ಚಿತ್ರರಂಗದ ಗಣ್ಯರ ಬೇಸರ, ಆಕ್ರೋಶಕ್ಕೆ ಗುರಿಯಾಗಿತ್ತು. ಈ ಜಾಗಕ್ಕೆ ಹಲವು ವರ್ಷಗಳಿಂದ ಹೋರಾಟ ಮತ್ತು ಪ್ರತಿಭಟನೆಗಳು ನಡೆದಿವೆ. ಆದ್ರೀಗ ಸ್ಮಾರಕವಿದ್ದ ಅಭಿಮಾನ್ ಸ್ಟುಡಿಯೋವನ್ನು ಮುಟ್ಟುಗೋಲು ಹಾಕಿಕೊಳ್ಳಲು ರಾಜ್ಯ ಸರ್ಕಾರ ನಿರ್ಧರಿಸಿದೆ. ಅಭಿಮಾನ್ ಸ್ಟುಡಿಯೋವನ್ನು ಮುಟ್ಟುಗೋಲು ಹಾಕಿಕೊಂಡು ಆ ಜಾಗವನ್ನು ಅರಣ್ಯ ಭೂಮಿ ಎಂದು ಘೋಷಿಸಲು ತೀರ್ಮಾನಿಸಲಾಗಿದೆ.: [1162, 393, 1484, 546]
contact-emails: [1195, 218, 1495, 263]
farmer-in-corn-field-photo: [315, 1831, 785, 2047]
cleared-land-photo: [1162, 391, 1323, 503]
epaper-label: ಇ-ಪೇಪರ್ :: [193, 143, 258, 161]
teaser-headline: ಮುಳ್ಳಯ್ಯನಗಿರಿ ಪ್ರವಾಸಿಗರೇ ಗಮನಿಸಿ: ಸೆ.1ರಿಂದ ಆನ್‌ಲೈನ್ ಬುಕ್ಕಿಂಗ್ ಕಡ್ಡಾಯ, ನಿತ್ಯ 600 ವಾಹನಗಳಿಗಷ್ಟೇ ಅವಕಾಶ: [448, 346, 768, 385]
teaser-text: ನವದೆಹಲಿ: ಜಪಾನ್ ಮತ್ತು ಚೀನಾಗೆ ಪ್ರಧಾನಿ ನರೇಂದ್ರ ಮೋದಿ ಅವರ ಭೇಟಿಯನ್ನು ಕಾಂಗ್ರೆಸ್ ಬಲವಾಗಿ ಟೀಕಿಸಿದೆ. ಮಣಿಪುರದ ಜನರು ಪ್ರಧಾನಿ ಭೇಟಿಗಾಗಿ ಕಾಯುತ್ತಿದ್ದಾರೆ. ಆದರೆ, ಅವರು ಆ ರಾಜ್ಯದ ವಿಚಾರದಲ್ಲಿ ಕೈ ತೊಳೆದುಕೊಂಡಿದ್ದಾರೆ ಎಂದು ಸಾಮಾಜಿಕ ಜಾಲತಾಣ ಎಕ್ಸ್ ನಲ್ಲಿ ಪೋಸ್ಟ್ ಮಾಡಿದೆ. ಕಾಂಗ್ರೆಸ್ ನಾಯಕ ಜೈ ರಾಮ್ ರಮೇಶ್ ಪ್ರತಿಕ್ರಿಯಿಸಿ, ಆಗಾಗ್ಗೆ ಹಾರಾಟ ನಡೆಸುವ ಪ್ರಧಾನಿ ಮೋದಿ ಜಪಾನ್ ಮತ್ತು ಚೀನಾಗೆ ತೆರಳಿದ್ದಾರೆ. ಅವರ ಚೀನಾ ಭೇಟಿ ಭಾರತಕ್ಕೆ ಸ್ವಲ್ಪ ಮಟ್ಟಿಗೆ ಪ್ರತಿಫಲ ನೀಡುವ ಕ್ಷಣವಾಗಿದೆ.: [91, 393, 414, 546]
subscription-label: ವಾರ್ಷಿಕ: [1213, 152, 1246, 167]
currency-label: ರೂ.: [1384, 112, 1403, 127]
registration-number: ಆರ್.ಎನ್.ಐ.: 69625/84 ಪಿ.ನಂ.: ಎಲ್2/ಟಿಎಂಆರ್/ ಎಲ್2 ಆರ್‌ಎನ್‌ಪಿ-442/2024-2026: [1108, 287, 1493, 301]
subscription-table: [1207, 90, 1494, 190]
masthead-divider-bottom: [79, 314, 1494, 317]
farmers-column-1: ಕೊಡಿಗೇನಹಳ್ಳಿ, ಆ.30- ವನ್ಯಧಾಮದ ಅಂಚಿನಲ್ಲಿರುವ ಗ್ರಾಮಗಳಲ್ಲಿ ಕಾಡು ಹಂದಿಗಳು ರೈತರನ್ನು ಕೃಷಿಯಿಂದ ವಿಮುಖರನ್ನಾಗಿಸುವ ಮಾಡುತ್ತಿವೆ. ಸಾಲ ಸೋಲ ಮಾಡಿ ಕಷ್ಟಪಟ್ಟು ಬೆಳೆದ ಬೆಳೆಯನ್ನು ಹಂದಿಗಳ ಉಪಟಳಕ್ಕೆ ನಾಶ ವಾಗುತ್ತಿದ್ದು, ರೈತರ ಪಾಲಿಗೆ ಕೈಗೆ ಬಂದ ತುತ್ತು ಬಾಯಿಗೆ ಇಲ್ಲದಂತಾಗಿದೆ. ತಾಲೂಕಿನ ಪುರವರ ಹೋಬಳಿಯ ಕೊಡ್ಲಾಪುರ ಗ್ರಾ.ಪಂ.ಗೆ ಸೇರಿದ ಗೋವಿಂದನಹಳ್ಳಿ ವ್ಯಾಪ್ತಿಯಲ್ಲಿ ಎಲ್ಲೆಂದರಲ್ಲಿ ಕಾಡು ಹಂದಿಗಳು ಸುಳಿದಾಡುತ್ತಿದ್ದು, ರಾತ್ರಿ ಹೊತ್ತು ರೈತರ ಜಮೀನುಗಳಲ್ಲಿ ಆಹಾರ ಕ್ಕಾಗಿ ಹುಡುಕಾಡುತ್ತಾ ಬೆಳೆ ನಾಶಮಾಡುತ್ತಿವೆ. ಬೆಳ್ಳಿಯಂತಹ ತಕ್ಷಣ ಕಣ್ಣಿಗೆ ಬೀಳದಂತೆ ಮಾಯವಾಗುತ್ತಿವೆ ಎಂದು ರೈತರು ಅಲವತ್ತುಕೊಂಡಿದ್ದಾರೆ. ತಾಲೂಕಿನ ಮೈದನಹಳ್ಳಿ ಜಿಂಕೆ ವನ್ಯಧಾಮ ಮತ್ತು ಮಂಗಳಿ ಕೃಷ್ಣಮೃಗ ವನ್ಯಧಾಮದ ಸಮೀಪ ಹೊಂದಿಕೊಂಡಿರುವ ಗೋವಿಂದನಹಳ್ಳಿ ಗ್ರಾಮ ಸೇರಿದಂತೆ ಇತರ ಗ್ರಾಮಗಳಲ್ಲಿ ಹಂದಿ, ಜಿಂಕೆ, ನವಿಲು ಮುಂತಾದ ಸಸ್ಯ: [90, 1832, 306, 2137]
phone: ದೂ.: 0816-2275777: [886, 287, 986, 301]
currency-label: ರೂ.: [1384, 172, 1403, 187]
red-cross-icon: ✚: [1289, 1844, 1301, 1858]
image-caption: ಪ್ರವಾಸಿಗರೇ ಕೇಳಿ...: [452, 411, 520, 423]
subscription-row: [1207, 130, 1494, 150]
teaser-card[interactable]: [82, 336, 423, 579]
ganesha-group-photo: [1045, 1135, 1492, 1329]
rcb-logo-text: RCB: [850, 429, 921, 466]
lead-column-4: ದುಬಾರೆ ಆನೆ ಬಿಡಾರದಿಂದ ಮೂರು ಆನೆಗಳನ್ನು ದಸರಾಕ್ಕೆ ಕರೆಸಲಾಗುತ್ತಿದ್ದು, ಇವುಗಳಿಗೆ ತಾಲೀಮು ನೀಡಲಾಗುವುದು ಎಂದರು. ಸಭೆಯಲ್ಲಿ ಜಿಲ್ಲಾ ಪಂಚಾಯಿತಿ ಉಪಕಾರ್ಯದರ್ಶಿ (ಅಭಿವೃದ್ಧಿ) ಸಂಜೀವಪ್ಪ ಕೆ.ಸಿ, ಮುಖ್ಯ ಲೆಕ್ಕಾಧಿಕಾರಿ ನರಸಿಂಹ ಮೂರ್ತಿ, ಉಪಕಾರ್ಯದರ್ಶಿ (ಆಡಳಿತ) ಈಶ್ವರಪ್ಪ, ಕನ್ನಡ ಮತ್ತು ಸಂಸ್ಕೃತಿ ಇಲಾಖೆಯ ಸಹಾಯಕ ನಿರ್ದೇಶಕ ಕೆ. ಈಶ್ವರ ಮಿರ್ಜಿ, ಕರ್ನಾಟಕ ಜಾನಪದ ಅಕಾಡೆಮಿ ಸದಸ್ಯರಾದ ಕಮಲೇಶ್ ಕೆಂಕೆರೆ, ಪತ್ರಕರ್ತ, ಲೇಖಕ, ರಂಗ ಕರ್ಮಿ ಉಗಮ ಶ್ರೀನಿವಾಸ್ ಸೇರಿದಂತೆ ಜಿಲ್ಲೆಯ ವಿವಿಧ ಕಲಾವಿದರು ಭಾಗಿಯಾಗಿದ್ದರು.: [796, 732, 1042, 902]
hospital-column-3: ಸಮಸ್ಯೆ ಬಗೆಹರಿಸಬೇಕು" ಎಂದು ರೋಗಿಗಳು ಹಾಗೂ ಸಂಬಂಧಿಕರು ಬೇಸರ ವ್ಯಕ್ತಪಡಿಸಿದ್ದಾರೆ. ರೋಗಿಗಳ ಅಳಲು ಕೇಳಿ ಸಮಸ್ಯೆ ಪರಿಹರಿಸುವ ಬದಲು ನಿರ್ಲಕ್ಷ್ಯ ತೋರು ತ್ತಿರುವ ಆಡಳಿತವನ್ನು ಗುರಿಯಾಗಿಸಿ ಸಾರ್ವಜನಿಕರು ಕೂಡಾ ಪ್ರಶ್ನಿಸುತ್ತಿದ್ದಾರೆ. ಆಸ್ಪತ್ರೆಯ ನೀರು ಮತ್ತು ಶುಚಿತ್ವದ ಸಮಸ್ಯೆಯನ್ನು ತಕ್ಷಣ ಬಗೆಹರಿಸದಿದ್ದರೆ ರೋಗಿಗಳ ಆರೋಗ್ಯ ಮತ್ತಷ್ಟು ಹದಗೆಡುವ ಅಪಾಯವಿದೆ. ಸಂಬಂಧಪಟ್ಟ ಇಲಾಖೆ ತಕ್ಷಣ ಕ್ರಮ ಕೈಗೊಳ್ಳಬೇಕೆಂದು ಸಾರ್ವಜನಿಕರು ಒತ್ತಾಯಿಸುತ್ತಿದ್ದಾರೆ.: [1271, 1997, 1492, 2167]
email-gmail[interactable]: amruthavani499@gmail.com: [1291, 220, 1495, 238]
teaser-card[interactable]: [796, 336, 1136, 579]
rank-column-2: ಸಚಿವರಾ ಡಾ.ಜಿ.ಪರಮೇಶ್ವರ್, ಸಮಿತಿಯ ಎಲ್ಲಾ ಸದಸ್ಯರು ಕಾಲೇಜಿನ ಪ್ರಾಂಶುಪಾಲ ಪ್ರೊ. ಈರಪ್ಪನಾಯಕ, ಉಪನ್ಯಾಸಕರು ಗಳಾದ ಡಾ.ಶಿವಪ್ಪ, ಡಾ.ಶಿವಪ್ರಸಾದ್, ಡಾ.ಸಿ.ಎನ್.ರೇಣು, ಎಂ.ಎನ್.ರೂಪಾ, ಎನ್.ಗೋವಿಂದರಾಜು ಸೇರಿದಂತೆ ಕಾಲೇಜಿನ ಎಲ್ಲಾ ಸಿಬ್ಬಂದಿ ವರ್ಗ ಹಾಗೂ ಸ್ನಾತಕೋತ್ತರ ಅರ್ಥಶಾಸ್ತ್ರ ವಿಭಾಗದ ಉಪನ್ಯಾಸಕರು ಸಾಧನೆ ಮಾಡಿದ ವಿದ್ಯಾರ್ಥಿನಿ ಕಾವ್ಯರವರಿಗೆ ಅಭಿನಂದನೆ ಸಲ್ಲಿಸಿದ್ದಾರೆ.: [1225, 859, 1493, 971]
subscription-label: ಅಂಚೆ ಮೂಲಕ (ಮಾಸಿಕ): [1213, 132, 1317, 147]
online-box-heading: [82, 49, 370, 130]
subscription-box: [1204, 48, 1497, 222]
meeting-photo: [315, 739, 785, 900]
red-cross-icon: ✚: [1147, 1844, 1158, 1858]
